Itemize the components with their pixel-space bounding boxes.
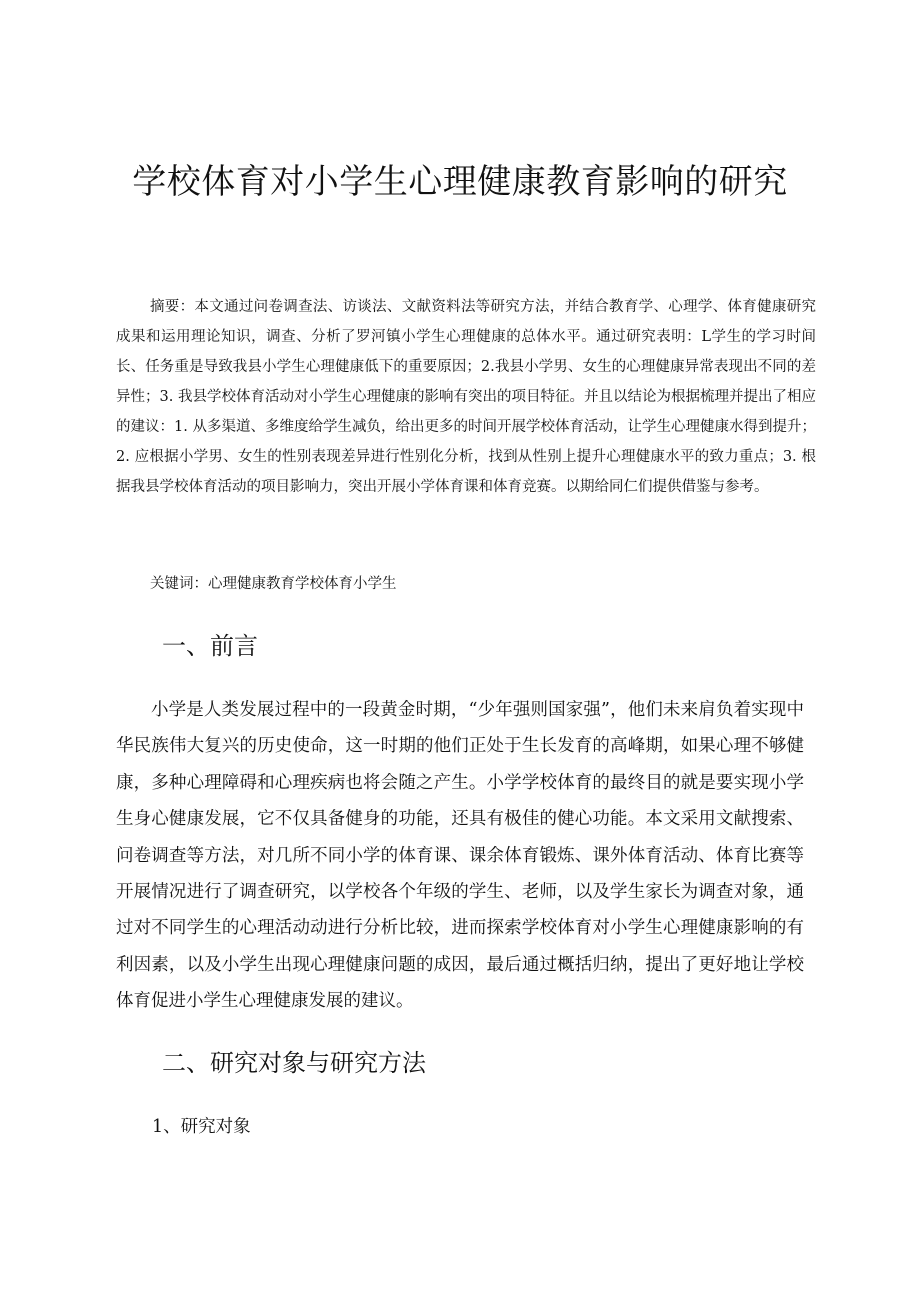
document-title: 学校体育对小学生心理健康教育影响的研究: [132, 162, 788, 202]
section-heading-preface: 一、前言: [162, 632, 258, 660]
subsection-heading-research-object: 1、研究对象: [152, 1117, 251, 1137]
section-heading-methods: 二、研究对象与研究方法: [162, 1049, 426, 1077]
keywords-line: 关键词：心理健康教育学校体育小学生: [150, 576, 397, 592]
abstract-paragraph: 摘要：本文通过问卷调查法、访谈法、文献资料法等研究方法，并结合教育学、心理学、体育健康研究成果和运用理论知识，调查、分析了罗河镇小学生心理健康的总体水平。通过研究表明：L学生的学习时间长、任务重是导致我县小学生心理健康低下的重要原因；2.我县小学男、女生的心理健康异常表现出不同的差异性；3. 我县学校体育活动对小学生心理健康的影响有突出的项目特征。并且以结论为根据梳理并提出了相应的建议：1. 从多渠道、多维度给学生减负，给出更多的时间开展学校体育活动，让学生心理健康水得到提升；2. 应根据小学男、女生的性别表现差异进行性别化分析，找到从性别上提升心理健康水平的致力重点；3. 根据我县学校体育活动的项目影响力，突出开展小学体育课和体育竞赛。以期给同仁们提供借鉴与参考。: [116, 299, 816, 495]
preface-paragraph: 小学是人类发展过程中的一段黄金时期，“少年强则国家强”，他们未来肩负着实现中华民族伟大复兴的历史使命，这一时期的他们正处于生长发育的高峰期，如果心理不够健康，多种心理障碍和心理疾病也将会随之产生。小学学校体育的最终目的就是要实现小学生身心健康发展，它不仅具备健身的功能，还具有极佳的健心功能。本文采用文献搜索、问卷调查等方法，对几所不同小学的体育课、课余体育锻炼、课外体育活动、体育比赛等开展情况进行了调查研究，以学校各个年级的学生、老师，以及学生家长为调查对象，通过对不同学生的心理活动动进行分析比较，进而探索学校体育对小学生心理健康影响的有利因素，以及小学生出现心理健康问题的成因，最后通过概括归纳，提出了更好地让学校体育促进小学生心理健康发展的建议。: [116, 700, 804, 1012]
